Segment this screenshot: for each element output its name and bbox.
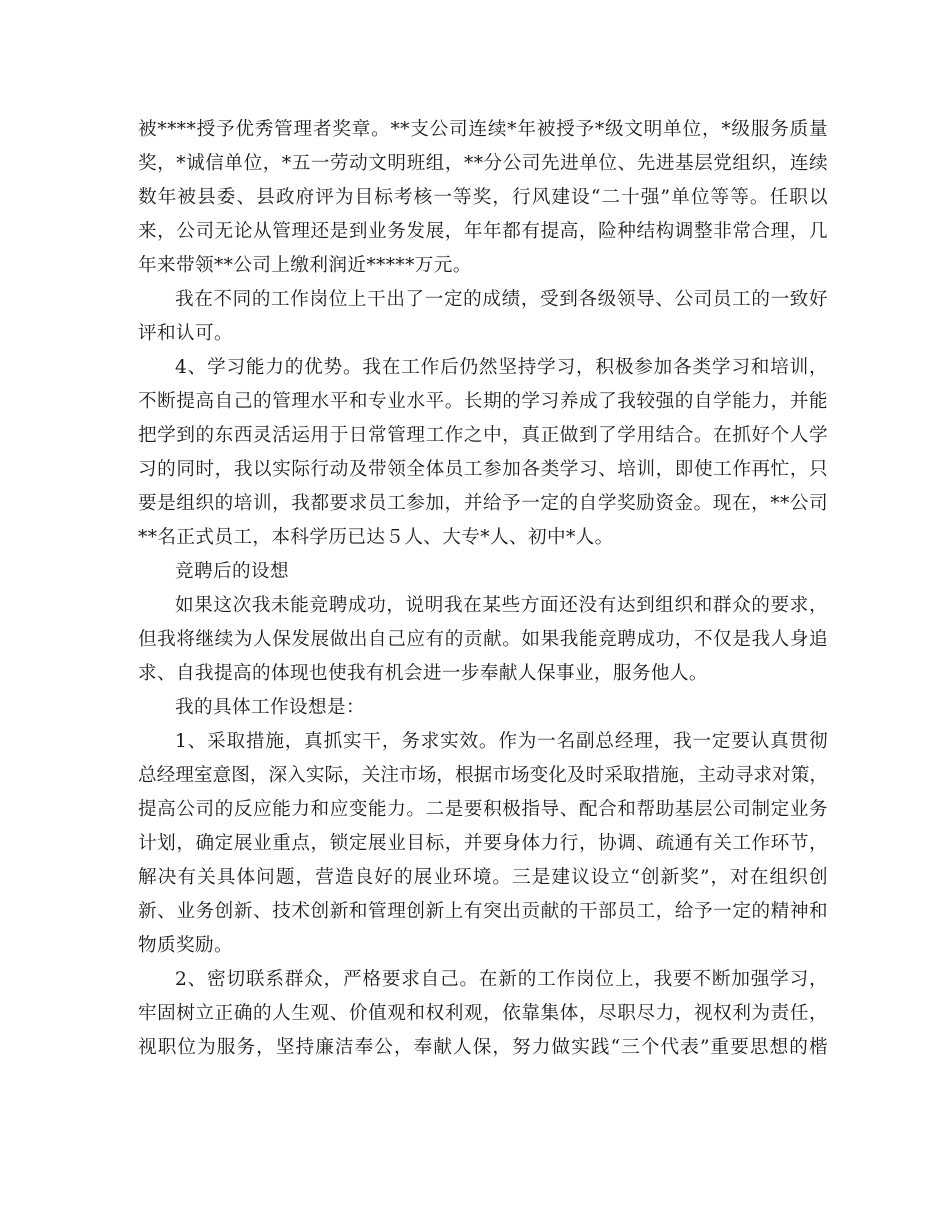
text-line: 要是组织的培训，我都要求员工参加，并给予一定的自学奖励资金。现在，**公司 <box>138 493 828 514</box>
text-line: 视职位为服务，坚持廉洁奉公，奉献人保，努力做实践“三个代表”重要思想的楷 <box>138 1037 828 1058</box>
text-line: 年来带领**公司上缴利润近*****万元。 <box>138 255 472 276</box>
text-line: 解决有关具体问题，营造良好的展业环境。三是建议设立“创新奖”，对在组织创 <box>138 867 828 888</box>
text-line: 总经理室意图，深入实际，关注市场，根据市场变化及时采取措施，主动寻求对策， <box>138 765 828 786</box>
text-line: 把学到的东西灵活运用于日常管理工作之中，真正做到了学用结合。在抓好个人学 <box>138 425 828 446</box>
text-line: 数年被县委、县政府评为目标考核一等奖，行风建设“二十强”单位等等。任职以 <box>138 187 828 208</box>
text-line: 竞聘后的设想 <box>175 561 289 582</box>
text-line: 牢固树立正确的人生观、价值观和权利观，依靠集体，尽职尽力，视权利为责任， <box>138 1003 828 1024</box>
text-line: 奖，*诚信单位，*五一劳动文明班组，**分公司先进单位、先进基层党组织，连续 <box>138 153 828 174</box>
text-line: **名正式员工，本科学历已达５人、大专*人、初中*人。 <box>138 527 614 548</box>
text-line: 被****授予优秀管理者奖章。**支公司连续*年被授予*级文明单位，*级服务质量 <box>138 119 828 140</box>
text-line: 求、自我提高的体现也使我有机会进一步奉献人保事业，服务他人。 <box>138 663 708 684</box>
text-line: 4、学习能力的优势。我在工作后仍然坚持学习，积极参加各类学习和培训， <box>175 357 828 378</box>
text-line: 我在不同的工作岗位上干出了一定的成绩，受到各级领导、公司员工的一致好 <box>175 289 828 310</box>
text-line: 1、采取措施，真抓实干，务求实效。作为一名副总经理，我一定要认真贯彻 <box>175 731 828 752</box>
text-line: 计划，确定展业重点，锁定展业目标，并要身体力行，协调、疏通有关工作环节， <box>138 833 828 854</box>
text-line: 物质奖励。 <box>138 935 233 956</box>
text-line: 新、业务创新、技术创新和管理创新上有突出贡献的干部员工，给予一定的精神和 <box>138 901 828 922</box>
text-line: 我的具体工作设想是： <box>175 697 365 718</box>
text-line: 如果这次我未能竞聘成功，说明我在某些方面还没有达到组织和群众的要求， <box>175 595 828 616</box>
document-page <box>138 113 828 1065</box>
text-line: 习的同时，我以实际行动及带领全体员工参加各类学习、培训，即使工作再忙，只 <box>138 459 828 480</box>
text-line: 不断提高自己的管理水平和专业水平。长期的学习养成了我较强的自学能力，并能 <box>138 391 828 412</box>
text-line: 评和认可。 <box>138 323 233 344</box>
text-line: 2、密切联系群众，严格要求自己。在新的工作岗位上，我要不断加强学习， <box>175 969 828 990</box>
text-line: 但我将继续为人保发展做出自己应有的贡献。如果我能竞聘成功，不仅是我人身追 <box>138 629 828 650</box>
text-line: 提高公司的反应能力和应变能力。二是要积极指导、配合和帮助基层公司制定业务 <box>138 799 828 820</box>
text-line: 来，公司无论从管理还是到业务发展，年年都有提高，险种结构调整非常合理，几 <box>138 221 828 242</box>
